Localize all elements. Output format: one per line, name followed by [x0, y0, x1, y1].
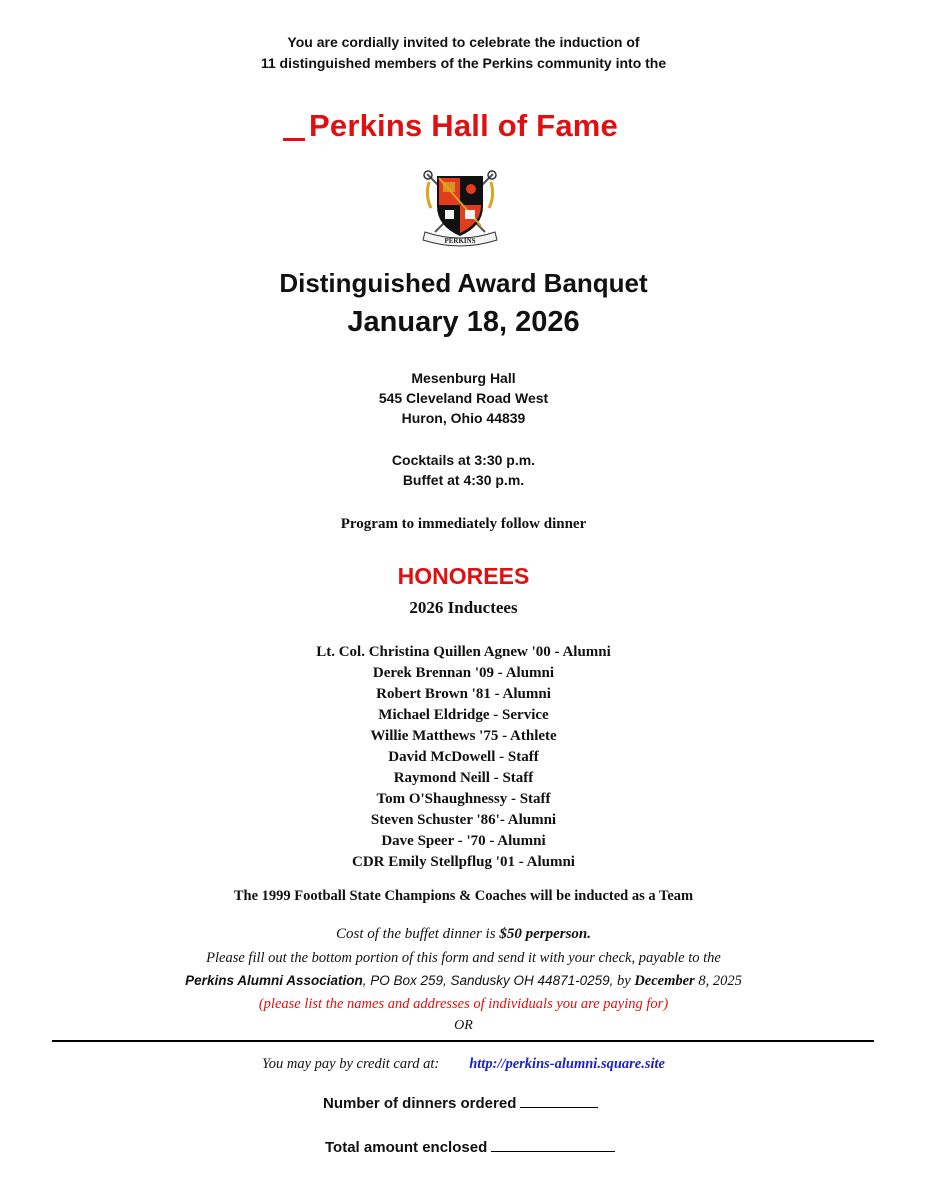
honoree-item: David McDowell - Staff — [388, 749, 539, 765]
cost-suffix: perperson. — [525, 926, 591, 942]
total-enclosed-field — [325, 1137, 615, 1156]
honoree-item: CDR Emily Stellpflug '01 - Alumni — [352, 854, 575, 870]
total-enclosed-blank[interactable] — [491, 1137, 615, 1152]
deadline-month: December — [634, 973, 695, 989]
instructions-line-1: Please fill out the bottom portion of this form and send it with your check, payable to the — [206, 950, 721, 966]
perkins-crest-icon — [419, 166, 501, 250]
honoree-item: Willie Matthews '75 - Athlete — [370, 728, 557, 744]
honoree-item: Robert Brown '81 - Alumni — [376, 686, 551, 702]
or-separator: OR — [454, 1018, 473, 1033]
venue-name: Mesenburg Hall — [411, 370, 516, 386]
deadline-rest: 8, 2025 — [694, 973, 742, 989]
intro-line-1: You are cordially invited to celebrate the induction of — [287, 34, 640, 50]
honoree-item: Lt. Col. Christina Quillen Agnew '00 - Alumni — [316, 644, 611, 660]
crest-banner-text: PERKINS — [444, 237, 476, 245]
banquet-date: January 18, 2026 — [347, 306, 580, 338]
instructions-line-2 — [0, 973, 927, 990]
team-induction-note: The 1999 Football State Champions & Coaches will be inducted as a Team — [233, 888, 694, 904]
dinners-ordered-field — [323, 1093, 598, 1112]
dinners-ordered-label: Number of dinners ordered — [323, 1095, 517, 1112]
intro-line-2: 11 distinguished members of the Perkins community into the — [260, 55, 667, 71]
total-enclosed-label: Total amount enclosed — [325, 1139, 488, 1156]
banquet-heading: Distinguished Award Banquet — [279, 268, 648, 298]
inductees-subheading: 2026 Inductees — [409, 598, 518, 617]
divider-rule — [52, 1040, 874, 1042]
honoree-item: Raymond Neill - Staff — [393, 770, 534, 786]
honoree-item: Steven Schuster '86'- Alumni — [370, 812, 557, 828]
credit-card-line — [0, 1056, 927, 1073]
payment-note: (please list the names and addresses of individuals you are paying for) — [258, 996, 669, 1012]
association-address: , PO Box 259, Sandusky OH 44871-0259, — [362, 973, 614, 988]
dinners-ordered-blank[interactable] — [520, 1093, 598, 1108]
by-text: by — [613, 973, 635, 989]
venue-city: Huron, Ohio 44839 — [401, 410, 526, 426]
payment-site-link[interactable]: http://perkins-alumni.square.site — [469, 1056, 665, 1072]
credit-card-text: You may pay by credit card at: — [262, 1056, 440, 1072]
cocktails-time: Cocktails at 3:30 p.m. — [391, 452, 536, 468]
honorees-heading: HONOREES — [397, 563, 530, 589]
buffet-time: Buffet at 4:30 p.m. — [402, 472, 525, 488]
association-name: Perkins Alumni Association — [185, 973, 363, 988]
hall-of-fame-title: Perkins Hall of Fame — [309, 108, 618, 143]
honoree-item: Derek Brennan '09 - Alumni — [372, 665, 555, 681]
dinner-cost-line — [0, 926, 927, 943]
program-note: Program to immediately follow dinner — [340, 516, 587, 532]
cost-prefix: Cost of the buffet dinner is — [335, 926, 500, 942]
honoree-item: Tom O'Shaughnessy - Staff — [376, 791, 551, 807]
honoree-item: Dave Speer - '70 - Alumni — [381, 833, 546, 849]
venue-street: 545 Cleveland Road West — [378, 390, 549, 406]
honoree-item: Michael Eldridge - Service — [378, 707, 549, 723]
cost-amount: $50 — [499, 926, 522, 942]
